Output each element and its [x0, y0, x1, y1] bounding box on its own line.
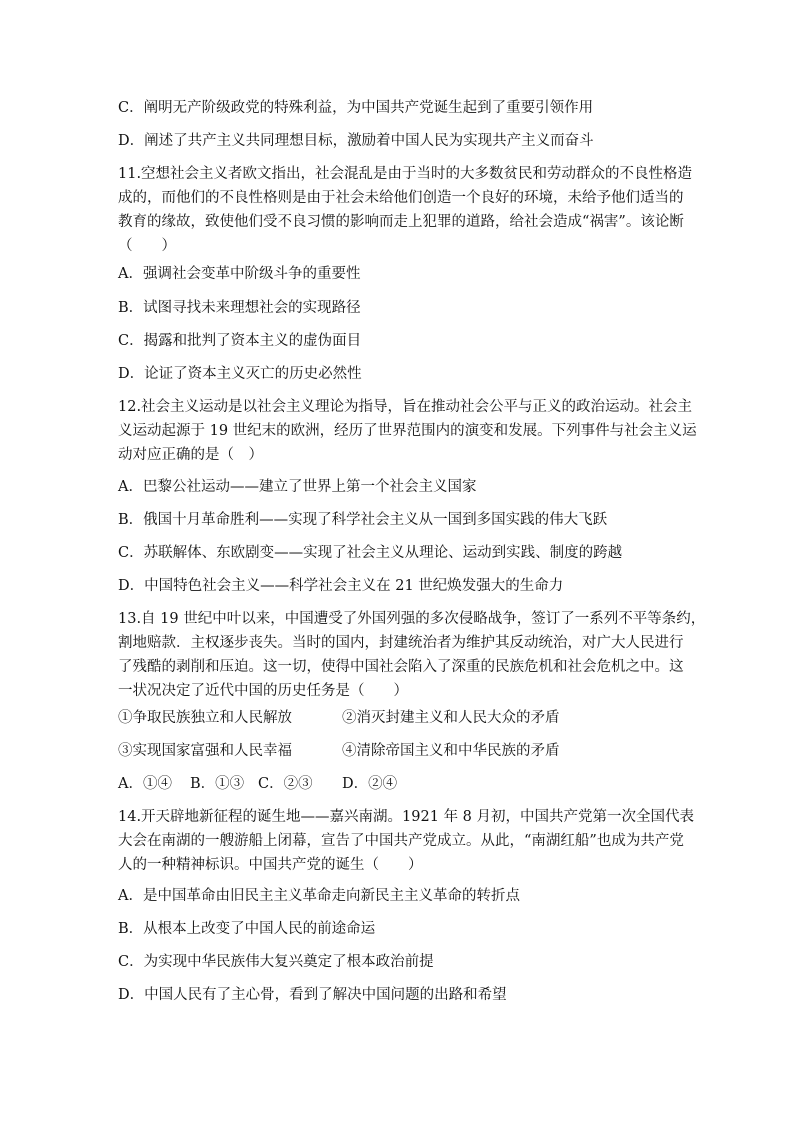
q12-stem-line: 动对应正确的是（ ） [118, 447, 263, 463]
q11-option-b: B．试图寻找未来理想社会的实现路径 [118, 300, 361, 316]
q14-stem-line: 人的一种精神标识。中国共产党的诞生（ ） [118, 857, 423, 873]
q13-option-a: A．①④ [118, 776, 172, 792]
q11-option-c: C．揭露和批判了资本主义的虚伪面目 [118, 333, 362, 349]
q12-stem-line: 12.社会主义运动是以社会主义理论为指导，旨在推动社会公平与正义的政治运动。社会主 [118, 399, 693, 415]
q13-option-b: B．①③ [190, 776, 245, 792]
q11-option-a: A．强调社会变革中阶级斗争的重要性 [118, 266, 361, 282]
q11-stem-line: 11.空想社会主义者欧文指出，社会混乱是由于当时的大多数贫民和劳动群众的不良性格造 [118, 166, 693, 182]
q13-item-2: ②消灭封建主义和人民大众的矛盾 [342, 710, 560, 726]
q12-option-c: C．苏联解体、东欧剧变——实现了社会主义从理论、运动到实践、制度的跨越 [118, 545, 623, 561]
q14-option-d: D．中国人民有了主心骨，看到了解决中国问题的出路和希望 [118, 987, 507, 1003]
q12-stem-line: 义运动起源于 19 世纪末的欧洲，经历了世界范围内的演变和发展。下列事件与社会主义运 [118, 423, 697, 439]
q11-answer-blank: （ ） [118, 238, 176, 254]
q14-option-a: A．是中国革命由旧民主主义革命走向新民主主义革命的转折点 [118, 888, 520, 904]
q14-option-b: B．从根本上改变了中国人民的前途命运 [118, 921, 376, 937]
q10-option-c: C．阐明无产阶级政党的特殊利益，为中国共产党诞生起到了重要引领作用 [118, 100, 594, 116]
q11-option-d: D．论证了资本主义灭亡的历史必然性 [118, 366, 362, 382]
q13-option-c: C．②③ [258, 776, 313, 792]
q14-stem-line: 14.开天辟地新征程的诞生地——嘉兴南湖。1921 年 8 月初，中国共产党第一次全国代表 [118, 809, 695, 825]
q14-stem-line: 大会在南湖的一艘游船上闭幕，宣告了中国共产党成立。从此，“南湖红船”也成为共产党 [118, 833, 684, 849]
q14-option-c: C．为实现中华民族伟大复兴奠定了根本政治前提 [118, 954, 434, 970]
q12-option-d: D．中国特色社会主义——科学社会主义在 21 世纪焕发强大的生命力 [118, 578, 564, 594]
q13-item-3: ③实现国家富强和人民幸福 [118, 743, 292, 759]
q13-stem-line: 13.自 19 世纪中叶以来，中国遭受了外国列强的多次侵略战争，签订了一系列不平等条约， [118, 611, 706, 627]
q13-item-1: ①争取民族独立和人民解放 [118, 710, 292, 726]
q10-option-d: D．阐述了共产主义共同理想目标，激励着中国人民为实现共产主义而奋斗 [118, 133, 594, 149]
q12-option-a: A．巴黎公社运动——建立了世界上第一个社会主义国家 [118, 479, 477, 495]
q13-stem-line: 割地赔款．主权逐步丧失。当时的国内，封建统治者为维护其反动统治，对广大人民进行 [118, 635, 684, 651]
q13-stem-line: 一状况决定了近代中国的历史任务是（ ） [118, 683, 408, 699]
q11-stem-line: 成的，而他们的不良性格则是由于社会未给他们创造一个良好的环境，未给予他们适当的 [118, 190, 684, 206]
q13-item-4: ④清除帝国主义和中华民族的矛盾 [342, 743, 560, 759]
q11-stem-line: 教育的缘故，致使他们受不良习惯的影响而走上犯罪的道路，给社会造成“祸害”。该论断 [118, 214, 684, 230]
q13-option-d: D．②④ [342, 776, 398, 792]
q13-stem-line: 了残酷的剥削和压迫。这一切，使得中国社会陷入了深重的民族危机和社会危机之中。这 [118, 659, 684, 675]
q12-option-b: B．俄国十月革命胜利——实现了科学社会主义从一国到多国实践的伟大飞跃 [118, 512, 608, 528]
